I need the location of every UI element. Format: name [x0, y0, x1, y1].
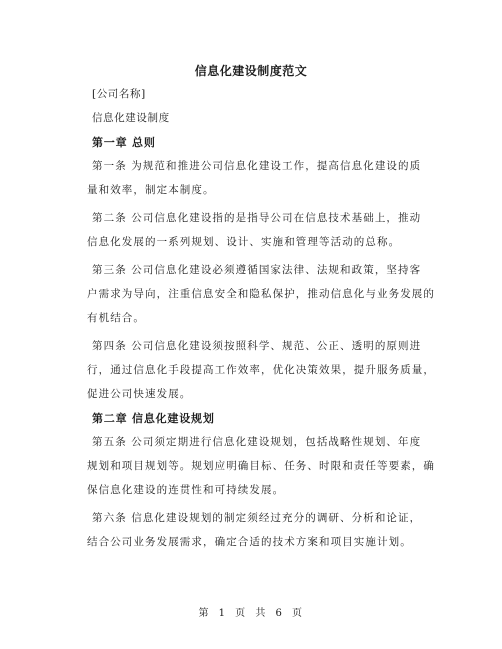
art1-line2: 量和效率，制定本制度。	[87, 184, 215, 196]
document-title: 信息化建设制度范文	[194, 64, 308, 78]
art4-line3: 促进公司快速发展。	[87, 388, 192, 400]
art2-line1: 第二条 公司信息化建设指的是指导公司在信息技术基础上，推动	[92, 212, 422, 224]
art3-line1: 第三条 公司信息化建设必须遵循国家法律、法规和政策，坚持客	[92, 264, 422, 276]
art4-line1: 第四条 公司信息化建设须按照科学、规范、公正、透明的原则进	[92, 340, 422, 352]
chapter1-heading: 第一章 总则	[92, 136, 156, 149]
art5-line1: 第五条 公司须定期进行信息化建设规划，包括战略性规划、年度	[92, 436, 422, 448]
art4-line2: 行，通过信息化手段提高工作效率，优化决策效果，提升服务质量，	[87, 364, 435, 376]
art3-line3: 有机结合。	[87, 312, 145, 324]
chapter2-heading: 第二章 信息化建设规划	[92, 412, 215, 425]
art3-line2: 户需求为导向，注重信息安全和隐私保护，推动信息化与业务发展的	[87, 288, 435, 300]
art2-line2: 信息化发展的一系列规划、设计、实施和管理等活动的总称。	[87, 236, 401, 248]
art5-line2: 规划和项目规划等。规划应明确目标、任务、时限和责任等要素，确	[87, 460, 435, 472]
doc-name: 信息化建设制度	[92, 112, 170, 124]
art5-line3: 保信息化建设的连贯性和可持续发展。	[87, 484, 285, 496]
art1-line1: 第一条 为规范和推进公司信息化建设工作，提高信息化建设的质	[92, 160, 422, 172]
page-number: 第 1 页 共 6 页	[198, 608, 304, 619]
art6-line1: 第六条 信息化建设规划的制定须经过充分的调研、分析和论证，	[92, 512, 422, 524]
art6-line2: 结合公司业务发展需求，确定合适的技术方案和项目实施计划。	[87, 536, 412, 548]
company-placeholder: [公司名称]	[92, 88, 146, 100]
